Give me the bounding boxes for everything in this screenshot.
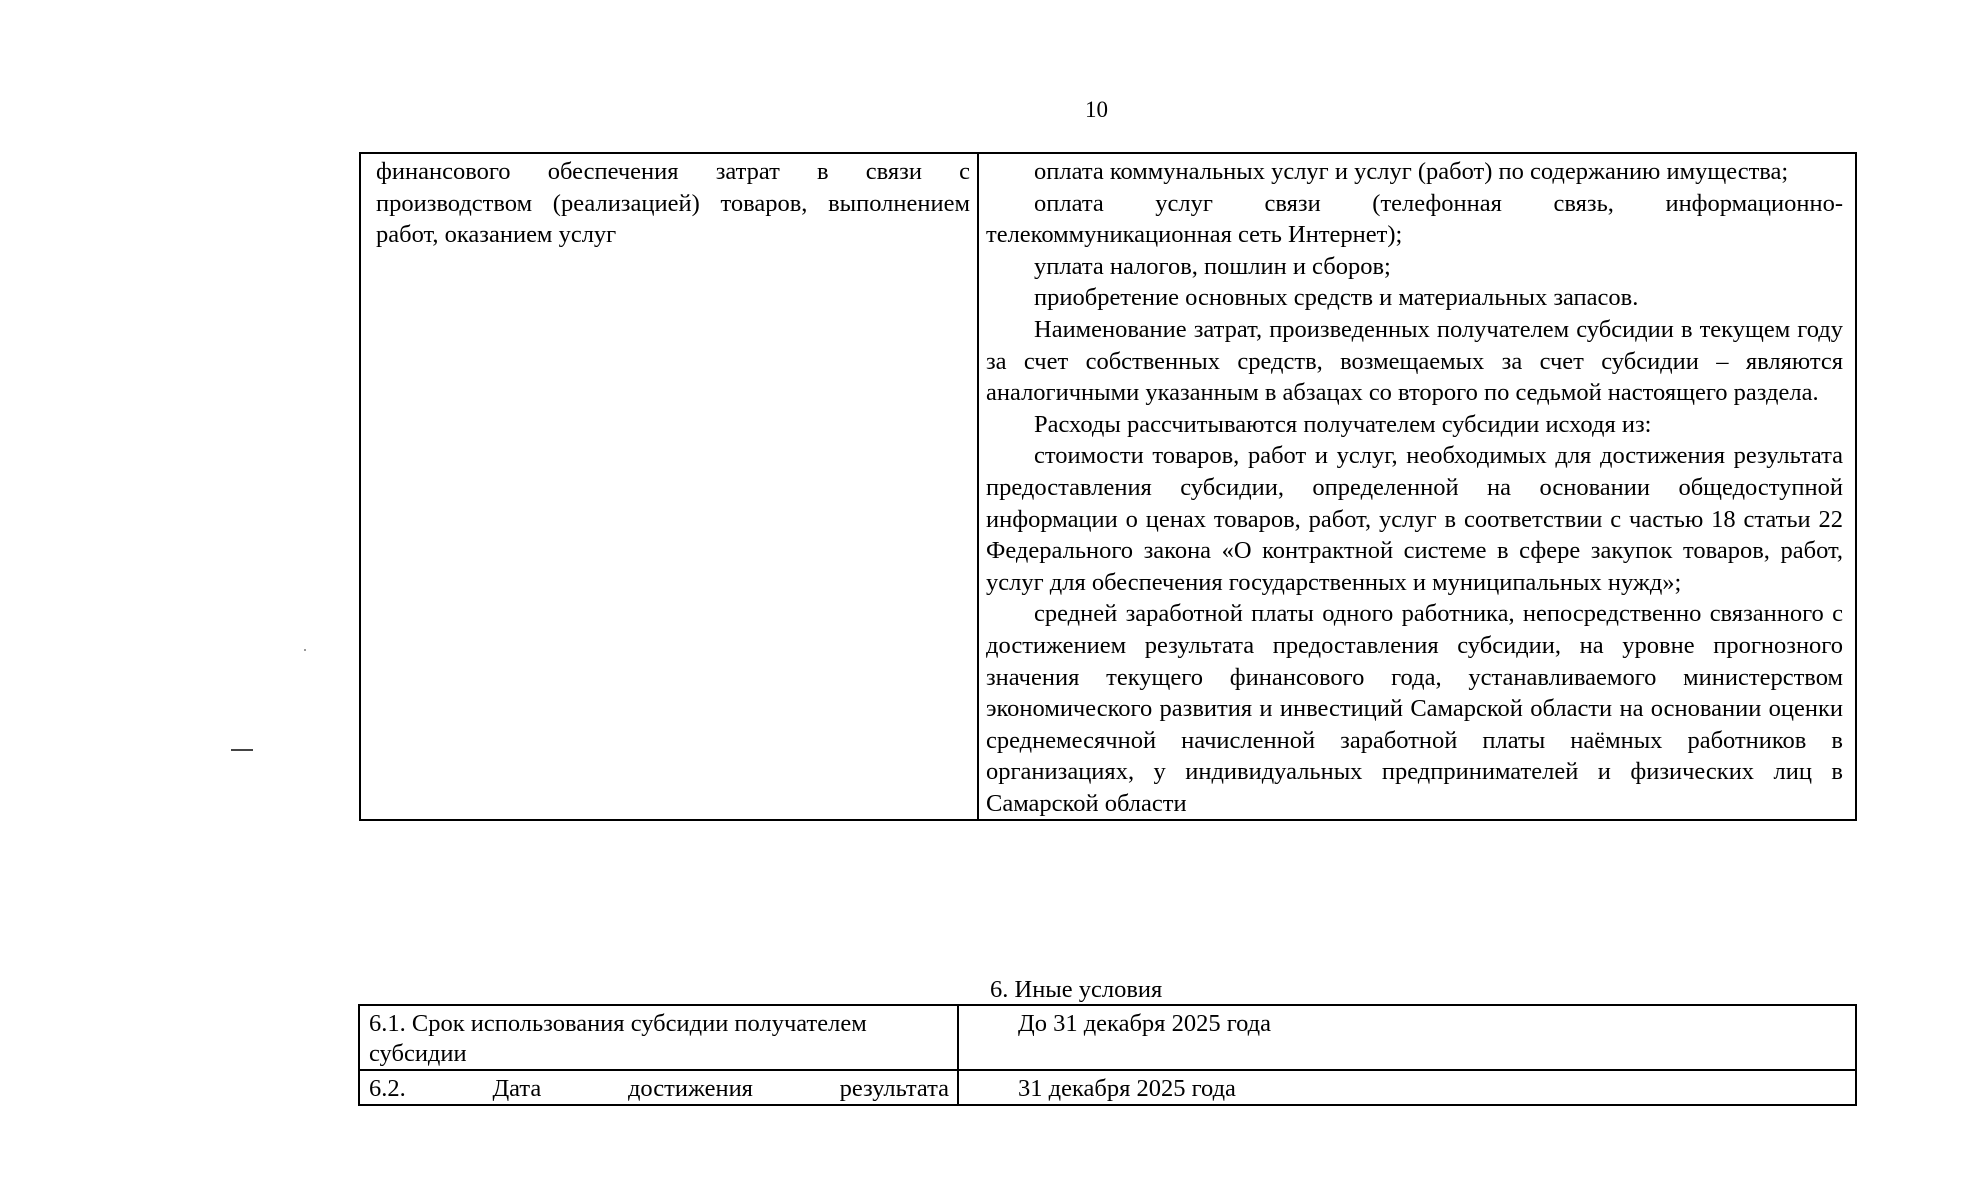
expense-paragraph: средней заработной платы одного работника, непосредственно связанного с достижением результата предоставления субсидии, на уровне прогнозного значения текущего финансового года, устанавливаемого министерством экономического развития и инвестиций Самарской области на основании оценки среднемесячной начисленной заработной платы наёмных работников в организациях, у индивидуальных предпринимателей и физических лиц в Самарской области <box>986 600 1843 817</box>
margin-mark <box>231 749 253 751</box>
expense-paragraph: уплата налогов, пошлин и сборов; <box>1034 252 1391 280</box>
expense-paragraph: Расходы рассчитываются получателем субсидии исходя из: <box>1034 410 1652 438</box>
condition-value: 31 декабря 2025 года <box>958 1070 1856 1105</box>
expense-paragraph: оплата услуг связи (телефонная связь, информационно-телекоммуникационная сеть Интернет); <box>986 189 1843 249</box>
expenses-table <box>359 152 1857 821</box>
section-title: 6. Иные условия <box>990 976 1163 1003</box>
table-row <box>360 153 1856 820</box>
expense-paragraph: оплата коммунальных услуг и услуг (работ) по содержанию имущества; <box>1034 158 1789 185</box>
margin-dot <box>304 649 306 651</box>
table-row <box>359 1070 1856 1105</box>
conditions-table <box>358 1004 1857 1106</box>
expense-items-cell <box>978 153 1856 820</box>
condition-label-text: 6.2. Дата достижения результата <box>369 1075 949 1102</box>
table-row <box>359 1005 1856 1070</box>
page-number: 10 <box>1085 97 1108 122</box>
condition-value: До 31 декабря 2025 года <box>958 1005 1856 1070</box>
expense-paragraph: Наименование затрат, произведенных получателем субсидии в текущем году за счет собственных средств, возмещаемых за счет субсидии – являются аналогичными указанным в абзацах со второго по седьмой настоящего раздела. <box>986 315 1843 407</box>
expense-paragraph: приобретение основных средств и материальных запасов. <box>1034 284 1639 312</box>
condition-label: 6.1. Срок использования субсидии получателем субсидии <box>359 1005 958 1070</box>
expense-purpose-cell: финансового обеспечения затрат в связи с производством (реализацией) товаров, выполнением работ, оказанием услуг <box>360 153 978 820</box>
expense-paragraph: стоимости товаров, работ и услуг, необходимых для достижения результата предоставления субсидии, определенной на основании общедоступной информации о ценах товаров, работ, услуг в соответствии с частью 18 статьи 22 Федерального закона «О контрактной системе в сфере закупок товаров, работ, услуг для обеспечения государственных и муниципальных нужд»; <box>986 442 1843 596</box>
condition-label <box>359 1070 958 1105</box>
